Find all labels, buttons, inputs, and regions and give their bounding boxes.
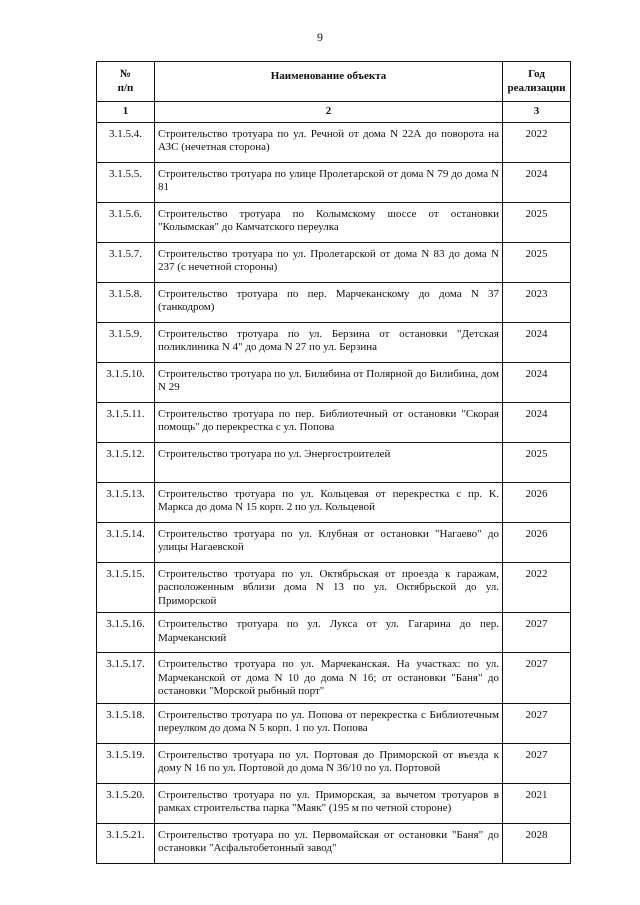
row-object-name: Строительство тротуара по ул. Энергостроителей xyxy=(155,442,503,482)
row-number: 3.1.5.5. xyxy=(97,162,155,202)
row-number: 3.1.5.17. xyxy=(97,653,155,704)
header-number: № п/п xyxy=(97,62,155,102)
row-year: 2027 xyxy=(503,613,571,653)
row-object-name: Строительство тротуара по ул. Марчеканская. На участках: по ул. Марчеканской от дома N 10 до дома N 16; от остановки "Баня" до остановки "Морской рыбный порт" xyxy=(155,653,503,704)
row-number: 3.1.5.4. xyxy=(97,122,155,162)
page-number: 9 xyxy=(317,30,323,44)
table-row xyxy=(97,122,571,162)
row-number: 3.1.5.20. xyxy=(97,783,155,823)
row-year: 2021 xyxy=(503,783,571,823)
row-object-name: Строительство тротуара по Колымскому шоссе от остановки "Колымская" до Камчатского переулка xyxy=(155,202,503,242)
row-year: 2023 xyxy=(503,282,571,322)
row-object-name: Строительство тротуара по ул. Пролетарской от дома N 83 до дома N 237 (с нечетной стороны) xyxy=(155,242,503,282)
row-object-name: Строительство тротуара по ул. Речной от дома N 22А до поворота на АЗС (нечетная сторона) xyxy=(155,122,503,162)
table-row xyxy=(97,653,571,704)
table-row xyxy=(97,783,571,823)
row-object-name: Строительство тротуара по пер. Марчеканскому до дома N 37 (танкодром) xyxy=(155,282,503,322)
row-object-name: Строительство тротуара по ул. Портовая до Приморской от въезда к дому N 16 по ул. Портовой до дома N 36/10 по ул. Портовой xyxy=(155,743,503,783)
row-object-name: Строительство тротуара по ул. Октябрьская от проезда к гаражам, расположенным вблизи дома N 13 по ул. Октябрьской до ул. Приморской xyxy=(155,562,503,613)
row-year: 2022 xyxy=(503,562,571,613)
header-year: Год реализации xyxy=(503,62,571,102)
table-body xyxy=(97,122,571,863)
row-object-name: Строительство тротуара по ул. Кольцевая от перекрестка с пр. К. Маркса до дома N 15 корп. 2 по ул. Кольцевой xyxy=(155,482,503,522)
table-row xyxy=(97,562,571,613)
row-object-name: Строительство тротуара по пер. Библиотечный от остановки "Скорая помощь" до перекрестка с ул. Попова xyxy=(155,402,503,442)
row-number: 3.1.5.6. xyxy=(97,202,155,242)
column-number: 2 xyxy=(155,102,503,123)
header-object-name: Наименование объекта xyxy=(155,62,503,102)
table-row xyxy=(97,823,571,863)
table-row xyxy=(97,482,571,522)
row-object-name: Строительство тротуара по ул. Лукса от ул. Гагарина до пер. Марчеканский xyxy=(155,613,503,653)
row-year: 2024 xyxy=(503,402,571,442)
row-number: 3.1.5.9. xyxy=(97,322,155,362)
row-number: 3.1.5.19. xyxy=(97,743,155,783)
row-object-name: Строительство тротуара по ул. Первомайская от остановки "Баня" до остановки "Асфальтобетонный завод" xyxy=(155,823,503,863)
row-year: 2026 xyxy=(503,482,571,522)
row-year: 2024 xyxy=(503,362,571,402)
table-row xyxy=(97,322,571,362)
table-header-row xyxy=(97,62,571,102)
table-row xyxy=(97,282,571,322)
row-year: 2027 xyxy=(503,653,571,704)
table-row xyxy=(97,162,571,202)
row-number: 3.1.5.13. xyxy=(97,482,155,522)
row-year: 2028 xyxy=(503,823,571,863)
row-object-name: Строительство тротуара по ул. Попова от перекрестка с Библиотечным переулком до дома N 5 корп. 1 по ул. Попова xyxy=(155,703,503,743)
row-year: 2024 xyxy=(503,322,571,362)
row-year: 2024 xyxy=(503,162,571,202)
table-row xyxy=(97,522,571,562)
row-number: 3.1.5.7. xyxy=(97,242,155,282)
row-year: 2025 xyxy=(503,442,571,482)
table-row xyxy=(97,613,571,653)
row-number: 3.1.5.12. xyxy=(97,442,155,482)
column-number: 1 xyxy=(97,102,155,123)
column-number: 3 xyxy=(503,102,571,123)
table-row xyxy=(97,202,571,242)
row-year: 2025 xyxy=(503,242,571,282)
row-object-name: Строительство тротуара по ул. Билибина от Полярной до Билибина, дом N 29 xyxy=(155,362,503,402)
row-number: 3.1.5.21. xyxy=(97,823,155,863)
table-row xyxy=(97,362,571,402)
table-row xyxy=(97,442,571,482)
row-year: 2027 xyxy=(503,743,571,783)
column-number-row xyxy=(97,102,571,123)
row-number: 3.1.5.18. xyxy=(97,703,155,743)
row-year: 2025 xyxy=(503,202,571,242)
objects-table xyxy=(96,61,571,864)
row-number: 3.1.5.14. xyxy=(97,522,155,562)
row-year: 2027 xyxy=(503,703,571,743)
row-number: 3.1.5.10. xyxy=(97,362,155,402)
row-year: 2026 xyxy=(503,522,571,562)
row-object-name: Строительство тротуара по улице Пролетарской от дома N 79 до дома N 81 xyxy=(155,162,503,202)
row-number: 3.1.5.8. xyxy=(97,282,155,322)
row-number: 3.1.5.16. xyxy=(97,613,155,653)
table-row xyxy=(97,743,571,783)
table-row xyxy=(97,242,571,282)
row-number: 3.1.5.11. xyxy=(97,402,155,442)
table-row xyxy=(97,402,571,442)
row-object-name: Строительство тротуара по ул. Приморская, за вычетом тротуаров в рамках строительства парка "Маяк" (195 м по четной стороне) xyxy=(155,783,503,823)
row-number: 3.1.5.15. xyxy=(97,562,155,613)
row-object-name: Строительство тротуара по ул. Берзина от остановки "Детская поликлиника N 4" до дома N 27 по ул. Берзина xyxy=(155,322,503,362)
row-object-name: Строительство тротуара по ул. Клубная от остановки "Нагаево" до улицы Нагаевской xyxy=(155,522,503,562)
row-year: 2022 xyxy=(503,122,571,162)
table-row xyxy=(97,703,571,743)
